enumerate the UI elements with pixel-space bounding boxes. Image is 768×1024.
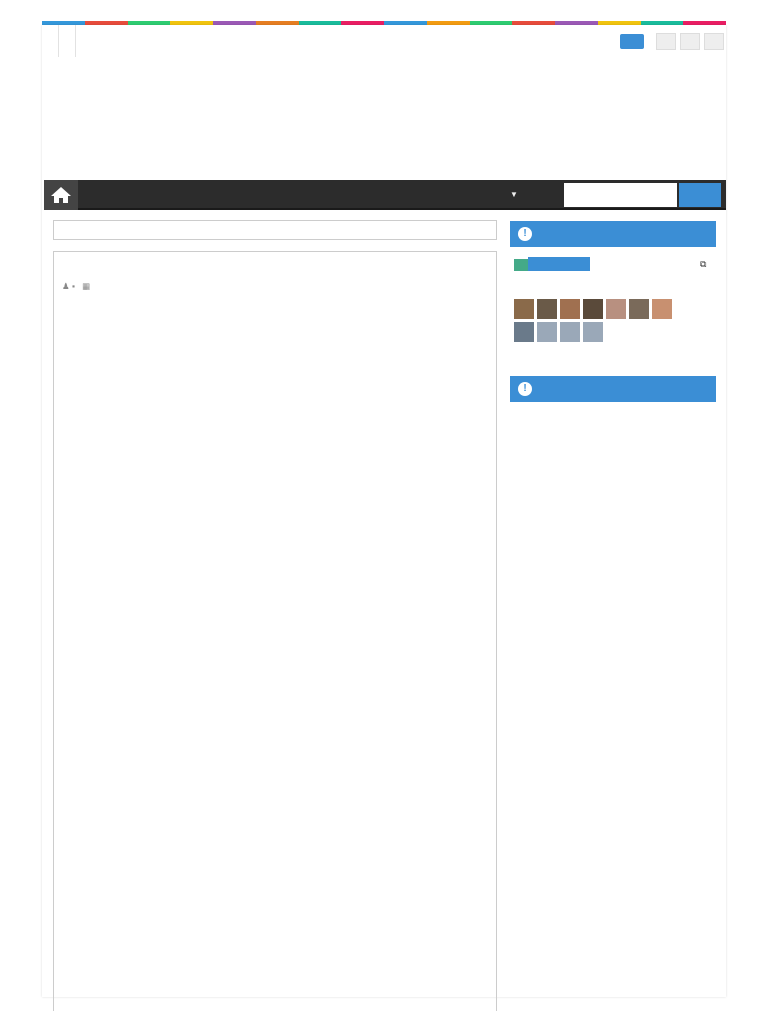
- post-meta: [62, 281, 90, 292]
- avatar[interactable]: [537, 322, 557, 342]
- avatar[interactable]: [629, 299, 649, 319]
- nav-contact-us[interactable]: [59, 25, 76, 57]
- comment-icon: ▪: [72, 281, 76, 291]
- chevron-down-icon[interactable]: ▼: [510, 190, 519, 199]
- avatar[interactable]: [514, 322, 534, 342]
- gfc-icon: [514, 259, 528, 271]
- avatar[interactable]: [560, 299, 580, 319]
- main-nav: [44, 180, 726, 210]
- avatar[interactable]: [652, 299, 672, 319]
- top-nav: [42, 25, 92, 57]
- avatar[interactable]: [560, 322, 580, 342]
- avatar[interactable]: [537, 299, 557, 319]
- avatar[interactable]: [583, 299, 603, 319]
- members-grid: [514, 299, 694, 342]
- popular-posts-header: [510, 376, 716, 402]
- nav-privacy-policy[interactable]: [76, 25, 92, 57]
- followers-widget: [510, 257, 716, 367]
- avatar[interactable]: [583, 322, 603, 342]
- avatar[interactable]: [606, 299, 626, 319]
- search-button[interactable]: [679, 183, 721, 207]
- github-icon[interactable]: [656, 33, 676, 50]
- alert-icon: !: [518, 382, 532, 396]
- calendar-icon: ▦: [82, 281, 91, 291]
- author-icon: ♟: [62, 281, 70, 291]
- join-site-button[interactable]: [528, 257, 590, 271]
- page-wrapper: [42, 25, 726, 997]
- home-icon[interactable]: [44, 180, 78, 210]
- avatar[interactable]: [514, 299, 534, 319]
- breadcrumb: [53, 220, 497, 240]
- followers-header: [510, 221, 716, 247]
- google-plus-icon[interactable]: [704, 33, 724, 50]
- alert-icon: !: [518, 227, 532, 241]
- expand-icon[interactable]: ⧉: [700, 259, 707, 269]
- info-button[interactable]: [620, 34, 644, 49]
- facebook-icon[interactable]: [680, 33, 700, 50]
- search-input[interactable]: [564, 183, 677, 207]
- nav-about-us[interactable]: [42, 25, 59, 57]
- post-article: [53, 251, 497, 1011]
